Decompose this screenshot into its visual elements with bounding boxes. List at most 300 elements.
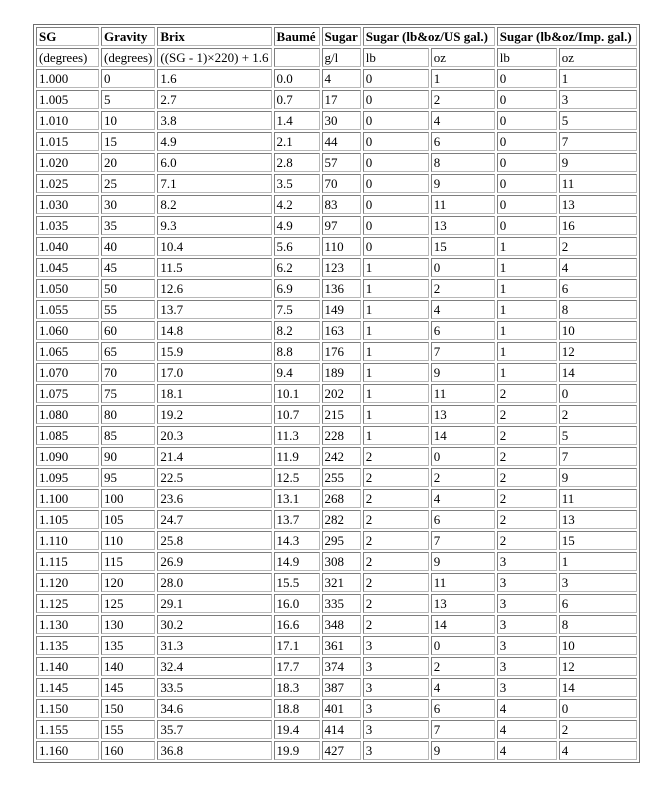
table-cell: 6	[559, 594, 637, 613]
table-cell: 11	[431, 195, 495, 214]
table-row	[36, 573, 637, 592]
column-header: Brix	[157, 27, 271, 46]
table-cell: 18.8	[274, 699, 320, 718]
table-cell: 2	[431, 657, 495, 676]
table-cell: 2	[497, 426, 557, 445]
table-cell: 80	[101, 405, 155, 424]
table-cell: 4.9	[157, 132, 271, 151]
table-cell: 361	[322, 636, 361, 655]
table-row	[36, 720, 637, 739]
table-cell: 4	[322, 69, 361, 88]
table-cell: 0	[363, 111, 429, 130]
table-cell: 21.4	[157, 447, 271, 466]
table-cell: 30.2	[157, 615, 271, 634]
table-cell: 228	[322, 426, 361, 445]
table-cell: 3.8	[157, 111, 271, 130]
table-cell: 22.5	[157, 468, 271, 487]
table-cell: 0	[363, 90, 429, 109]
table-cell: 0	[497, 153, 557, 172]
table-cell: 0	[497, 111, 557, 130]
table-cell: 31.3	[157, 636, 271, 655]
table-cell: 13	[431, 405, 495, 424]
table-cell: 4	[497, 699, 557, 718]
table-cell: 1.115	[36, 552, 99, 571]
table-cell: 140	[101, 657, 155, 676]
table-cell: 15	[101, 132, 155, 151]
table-cell: 1.4	[274, 111, 320, 130]
table-cell: 11	[431, 573, 495, 592]
table-cell: 7	[431, 720, 495, 739]
table-cell: 1.120	[36, 573, 99, 592]
table-cell: 34.6	[157, 699, 271, 718]
table-cell: 2	[363, 447, 429, 466]
table-cell: 202	[322, 384, 361, 403]
table-cell: 16	[559, 216, 637, 235]
table-cell: 33.5	[157, 678, 271, 697]
table-cell: 65	[101, 342, 155, 361]
table-cell: 19.9	[274, 741, 320, 760]
table-cell: 14.3	[274, 531, 320, 550]
table-cell: 13	[559, 195, 637, 214]
table-cell: 2	[363, 468, 429, 487]
table-cell: 0.0	[274, 69, 320, 88]
table-cell: 11	[559, 489, 637, 508]
table-cell: 36.8	[157, 741, 271, 760]
table-cell: 1.100	[36, 489, 99, 508]
table-cell: 135	[101, 636, 155, 655]
table-cell: 25.8	[157, 531, 271, 550]
table-cell: 120	[101, 573, 155, 592]
table-cell: 2	[559, 720, 637, 739]
column-subheader: ((SG - 1)×220) + 1.6	[157, 48, 271, 67]
table-cell: 1	[363, 405, 429, 424]
table-cell: 160	[101, 741, 155, 760]
table-cell: 0	[363, 216, 429, 235]
table-cell: 4	[431, 300, 495, 319]
table-cell: 18.3	[274, 678, 320, 697]
table-cell: 130	[101, 615, 155, 634]
table-cell: 1.020	[36, 153, 99, 172]
table-cell: 149	[322, 300, 361, 319]
table-cell: 1.090	[36, 447, 99, 466]
table-cell: 335	[322, 594, 361, 613]
table-cell: 2	[363, 510, 429, 529]
table-cell: 19.2	[157, 405, 271, 424]
table-cell: 1.045	[36, 258, 99, 277]
table-row	[36, 594, 637, 613]
table-cell: 95	[101, 468, 155, 487]
table-cell: 11	[559, 174, 637, 193]
table-cell: 7.1	[157, 174, 271, 193]
table-cell: 0	[559, 384, 637, 403]
table-cell: 6.2	[274, 258, 320, 277]
table-cell: 3.5	[274, 174, 320, 193]
table-cell: 0	[497, 216, 557, 235]
table-cell: 14.9	[274, 552, 320, 571]
table-cell: 4	[559, 258, 637, 277]
table-cell: 5	[101, 90, 155, 109]
table-row	[36, 132, 637, 151]
column-subheader: lb	[497, 48, 557, 67]
table-cell: 4.9	[274, 216, 320, 235]
table-cell: 2	[431, 279, 495, 298]
table-cell: 1.140	[36, 657, 99, 676]
table-row	[36, 615, 637, 634]
table-cell: 10	[101, 111, 155, 130]
table-cell: 9	[431, 174, 495, 193]
table-cell: 9.4	[274, 363, 320, 382]
table-cell: 4.2	[274, 195, 320, 214]
table-cell: 0	[497, 132, 557, 151]
table-row	[36, 489, 637, 508]
table-cell: 0	[363, 153, 429, 172]
table-cell: 45	[101, 258, 155, 277]
table-cell: 11.9	[274, 447, 320, 466]
table-cell: 1	[497, 279, 557, 298]
table-cell: 9	[431, 741, 495, 760]
table-row	[36, 384, 637, 403]
table-cell: 3	[497, 552, 557, 571]
table-cell: 3	[497, 636, 557, 655]
table-cell: 14	[431, 615, 495, 634]
header-top-row	[36, 27, 637, 46]
table-cell: 11.3	[274, 426, 320, 445]
table-cell: 32.4	[157, 657, 271, 676]
table-cell: 1.6	[157, 69, 271, 88]
table-row	[36, 741, 637, 760]
table-cell: 3	[559, 573, 637, 592]
table-cell: 1	[363, 321, 429, 340]
table-cell: 5.6	[274, 237, 320, 256]
table-cell: 0	[559, 699, 637, 718]
table-cell: 6.9	[274, 279, 320, 298]
table-cell: 1.160	[36, 741, 99, 760]
table-cell: 20	[101, 153, 155, 172]
table-cell: 0	[101, 69, 155, 88]
table-cell: 15	[559, 531, 637, 550]
table-cell: 83	[322, 195, 361, 214]
table-cell: 1.040	[36, 237, 99, 256]
table-row	[36, 153, 637, 172]
table-cell: 1	[559, 552, 637, 571]
table-cell: 308	[322, 552, 361, 571]
table-cell: 3	[497, 615, 557, 634]
table-cell: 0	[497, 195, 557, 214]
table-cell: 242	[322, 447, 361, 466]
table-cell: 1	[363, 279, 429, 298]
table-cell: 401	[322, 699, 361, 718]
table-cell: 1.080	[36, 405, 99, 424]
table-cell: 25	[101, 174, 155, 193]
table-cell: 0	[363, 195, 429, 214]
table-cell: 3	[559, 90, 637, 109]
table-cell: 16.0	[274, 594, 320, 613]
table-cell: 2	[363, 594, 429, 613]
table-row	[36, 636, 637, 655]
table-cell: 10.1	[274, 384, 320, 403]
table-cell: 14.8	[157, 321, 271, 340]
table-cell: 10.4	[157, 237, 271, 256]
table-cell: 1	[559, 69, 637, 88]
table-cell: 3	[497, 573, 557, 592]
table-cell: 295	[322, 531, 361, 550]
table-cell: 7	[559, 132, 637, 151]
table-cell: 16.6	[274, 615, 320, 634]
table-cell: 1	[363, 258, 429, 277]
table-cell: 6	[431, 132, 495, 151]
table-cell: 6	[559, 279, 637, 298]
table-cell: 11	[431, 384, 495, 403]
table-cell: 70	[322, 174, 361, 193]
table-cell: 145	[101, 678, 155, 697]
table-cell: 3	[497, 657, 557, 676]
table-cell: 163	[322, 321, 361, 340]
table-cell: 1.065	[36, 342, 99, 361]
table-cell: 2	[497, 405, 557, 424]
table-cell: 189	[322, 363, 361, 382]
table-cell: 2	[497, 531, 557, 550]
table-row	[36, 258, 637, 277]
table-cell: 1.000	[36, 69, 99, 88]
table-cell: 3	[363, 636, 429, 655]
table-cell: 13	[431, 216, 495, 235]
table-cell: 4	[431, 678, 495, 697]
table-row	[36, 111, 637, 130]
table-cell: 97	[322, 216, 361, 235]
table-row	[36, 552, 637, 571]
table-cell: 1.075	[36, 384, 99, 403]
table-cell: 115	[101, 552, 155, 571]
table-cell: 136	[322, 279, 361, 298]
table-cell: 2	[363, 552, 429, 571]
table-cell: 8.2	[157, 195, 271, 214]
table-cell: 10	[559, 321, 637, 340]
table-cell: 70	[101, 363, 155, 382]
table-cell: 8.2	[274, 321, 320, 340]
table-cell: 1	[497, 237, 557, 256]
table-cell: 215	[322, 405, 361, 424]
table-cell: 12.6	[157, 279, 271, 298]
column-header: Sugar (lb&oz/Imp. gal.)	[497, 27, 637, 46]
table-row	[36, 405, 637, 424]
table-cell: 2	[431, 468, 495, 487]
table-cell: 13.1	[274, 489, 320, 508]
table-cell: 15.5	[274, 573, 320, 592]
table-cell: 8	[559, 615, 637, 634]
table-cell: 1	[497, 321, 557, 340]
table-cell: 6	[431, 699, 495, 718]
table-cell: 321	[322, 573, 361, 592]
table-row	[36, 447, 637, 466]
table-cell: 2	[559, 405, 637, 424]
table-cell: 2	[363, 531, 429, 550]
table-cell: 14	[431, 426, 495, 445]
table-cell: 1.005	[36, 90, 99, 109]
table-cell: 44	[322, 132, 361, 151]
table-cell: 13	[431, 594, 495, 613]
table-cell: 100	[101, 489, 155, 508]
column-subheader: g/l	[322, 48, 361, 67]
table-cell: 0	[363, 132, 429, 151]
table-cell: 12	[559, 657, 637, 676]
table-row	[36, 321, 637, 340]
table-cell: 6.0	[157, 153, 271, 172]
table-row	[36, 279, 637, 298]
table-cell: 1	[363, 384, 429, 403]
table-cell: 2	[559, 237, 637, 256]
table-cell: 35	[101, 216, 155, 235]
table-cell: 0	[497, 90, 557, 109]
table-cell: 7.5	[274, 300, 320, 319]
table-cell: 60	[101, 321, 155, 340]
table-cell: 0	[497, 69, 557, 88]
table-row	[36, 468, 637, 487]
table-cell: 9.3	[157, 216, 271, 235]
table-cell: 2	[363, 489, 429, 508]
table-cell: 387	[322, 678, 361, 697]
table-cell: 0	[363, 174, 429, 193]
table-cell: 282	[322, 510, 361, 529]
table-cell: 2.8	[274, 153, 320, 172]
table-cell: 19.4	[274, 720, 320, 739]
table-cell: 1.110	[36, 531, 99, 550]
table-cell: 8	[559, 300, 637, 319]
table-cell: 1.015	[36, 132, 99, 151]
table-cell: 0	[431, 636, 495, 655]
table-cell: 35.7	[157, 720, 271, 739]
table-cell: 1.105	[36, 510, 99, 529]
table-cell: 348	[322, 615, 361, 634]
table-cell: 1.125	[36, 594, 99, 613]
table-cell: 105	[101, 510, 155, 529]
table-cell: 30	[322, 111, 361, 130]
table-cell: 4	[431, 111, 495, 130]
table-cell: 10	[559, 636, 637, 655]
table-row	[36, 90, 637, 109]
column-subheader: lb	[363, 48, 429, 67]
column-subheader: (degrees)	[101, 48, 155, 67]
table-cell: 29.1	[157, 594, 271, 613]
table-cell: 0.7	[274, 90, 320, 109]
table-cell: 1	[363, 342, 429, 361]
column-subheader: oz	[431, 48, 495, 67]
table-cell: 3	[363, 678, 429, 697]
table-row	[36, 69, 637, 88]
table-row	[36, 531, 637, 550]
table-header	[36, 27, 637, 67]
table-row	[36, 342, 637, 361]
column-header: Sugar	[322, 27, 361, 46]
table-cell: 18.1	[157, 384, 271, 403]
table-cell: 1.155	[36, 720, 99, 739]
table-cell: 255	[322, 468, 361, 487]
table-cell: 17.7	[274, 657, 320, 676]
table-cell: 2.7	[157, 90, 271, 109]
table-cell: 15.9	[157, 342, 271, 361]
column-header: Sugar (lb&oz/US gal.)	[363, 27, 495, 46]
table-cell: 17.0	[157, 363, 271, 382]
table-cell: 2	[497, 510, 557, 529]
table-cell: 26.9	[157, 552, 271, 571]
table-cell: 2	[363, 615, 429, 634]
table-cell: 268	[322, 489, 361, 508]
table-cell: 12	[559, 342, 637, 361]
table-cell: 1.050	[36, 279, 99, 298]
table-cell: 2	[497, 384, 557, 403]
table-cell: 75	[101, 384, 155, 403]
table-cell: 2	[363, 573, 429, 592]
table-row	[36, 195, 637, 214]
table-cell: 2	[497, 489, 557, 508]
table-row	[36, 216, 637, 235]
table-cell: 8.8	[274, 342, 320, 361]
table-cell: 50	[101, 279, 155, 298]
table-cell: 7	[431, 531, 495, 550]
column-subheader: (degrees)	[36, 48, 99, 67]
header-sub-row	[36, 48, 637, 67]
table-cell: 13	[559, 510, 637, 529]
table-cell: 4	[431, 489, 495, 508]
column-subheader: oz	[559, 48, 637, 67]
table-cell: 1	[363, 363, 429, 382]
table-cell: 374	[322, 657, 361, 676]
table-cell: 1.085	[36, 426, 99, 445]
table-row	[36, 678, 637, 697]
table-cell: 1.070	[36, 363, 99, 382]
table-cell: 0	[363, 237, 429, 256]
table-cell: 13.7	[274, 510, 320, 529]
column-header: SG	[36, 27, 99, 46]
table-cell: 14	[559, 678, 637, 697]
table-cell: 176	[322, 342, 361, 361]
table-cell: 5	[559, 426, 637, 445]
table-cell: 40	[101, 237, 155, 256]
table-cell: 8	[431, 153, 495, 172]
table-cell: 7	[559, 447, 637, 466]
table-cell: 1.130	[36, 615, 99, 634]
column-header: Gravity	[101, 27, 155, 46]
table-cell: 30	[101, 195, 155, 214]
table-cell: 5	[559, 111, 637, 130]
table-cell: 9	[431, 363, 495, 382]
table-cell: 11.5	[157, 258, 271, 277]
table-cell: 155	[101, 720, 155, 739]
table-cell: 1.010	[36, 111, 99, 130]
table-body	[36, 69, 637, 760]
table-cell: 6	[431, 510, 495, 529]
table-cell: 1.150	[36, 699, 99, 718]
table-cell: 20.3	[157, 426, 271, 445]
table-cell: 1.060	[36, 321, 99, 340]
table-cell: 28.0	[157, 573, 271, 592]
table-cell: 0	[431, 447, 495, 466]
table-cell: 1	[363, 426, 429, 445]
table-cell: 414	[322, 720, 361, 739]
sg-conversion-table	[33, 24, 640, 763]
table-cell: 1.030	[36, 195, 99, 214]
column-header: Baumé	[274, 27, 320, 46]
table-cell: 2	[497, 468, 557, 487]
table-row	[36, 363, 637, 382]
table-cell: 17.1	[274, 636, 320, 655]
table-cell: 9	[431, 552, 495, 571]
table-cell: 12.5	[274, 468, 320, 487]
table-cell: 55	[101, 300, 155, 319]
table-cell: 1	[497, 342, 557, 361]
table-cell: 150	[101, 699, 155, 718]
table-cell: 1	[497, 300, 557, 319]
table-cell: 3	[363, 699, 429, 718]
